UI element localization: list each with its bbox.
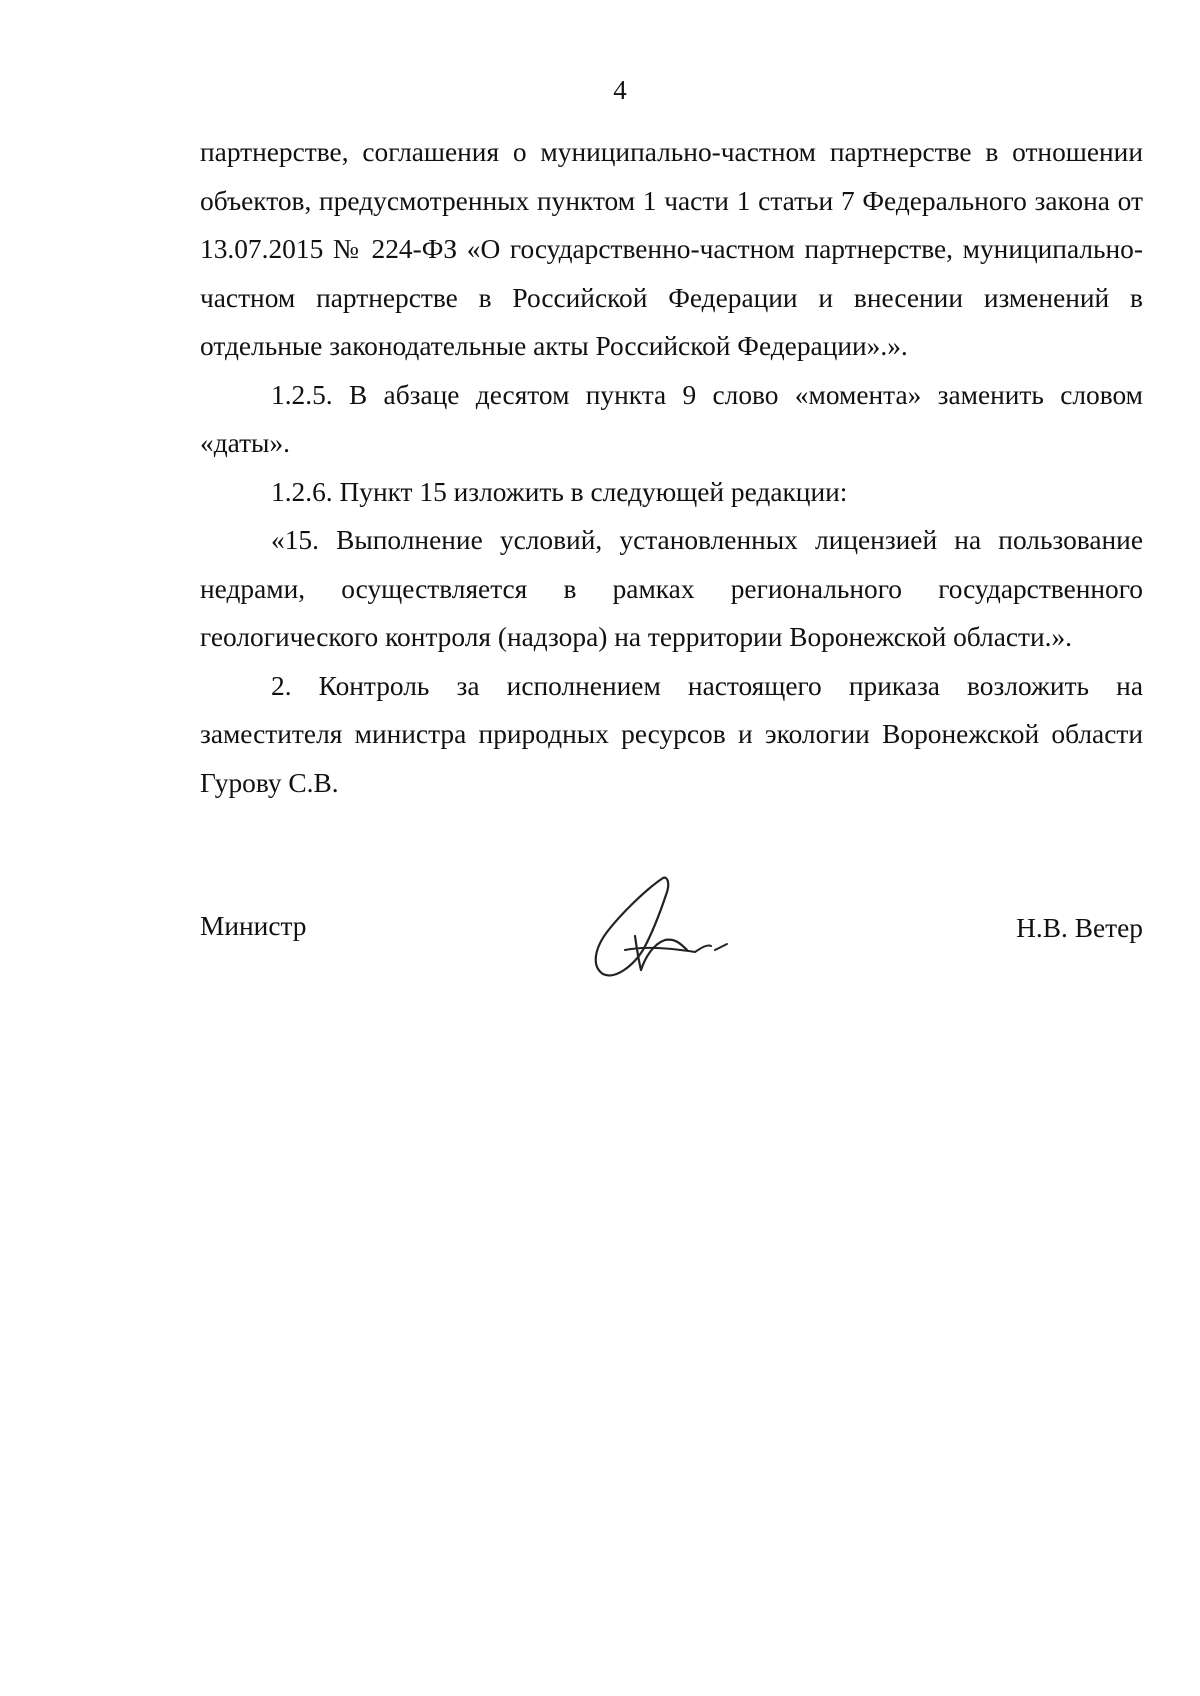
document-body — [200, 128, 1143, 807]
paragraph-2-control: 2. Контроль за исполнением настоящего приказа возложить на заместителя министра природных ресурсов и экологии Воронежской области Гурову С.В. — [200, 670, 1143, 798]
paragraph-item-15: «15. Выполнение условий, установленных лицензией на пользование недрами, осуществляется в рамках регионального государственного геологического контроля (надзора) на территории Воронежской области.». — [200, 525, 1143, 652]
signatory-name: Н.В. Ветер — [1016, 913, 1143, 943]
signatory-role: Министр — [200, 911, 307, 941]
paragraph-continuation: партнерстве, соглашения о муниципально-частном партнерстве в отношении объектов, предусмотренных пунктом 1 части 1 статьи 7 Федерального закона от 13.07.2015 № 224-ФЗ «О государственно-частном партнерстве, муниципально-частном партнерстве в Российской Федерации и внесении изменений в отдельные законодательные акты Российской Федерации».». — [200, 137, 1143, 361]
paragraph-1-2-6: 1.2.6. Пункт 15 изложить в следующей редакции: — [271, 476, 848, 507]
signature-block — [200, 880, 1143, 990]
handwritten-signature — [575, 870, 735, 980]
page-number: 4 — [613, 75, 627, 105]
paragraph-1-2-5: 1.2.5. В абзаце десятом пункта 9 слово «момента» заменить словом «даты». — [200, 379, 1143, 458]
